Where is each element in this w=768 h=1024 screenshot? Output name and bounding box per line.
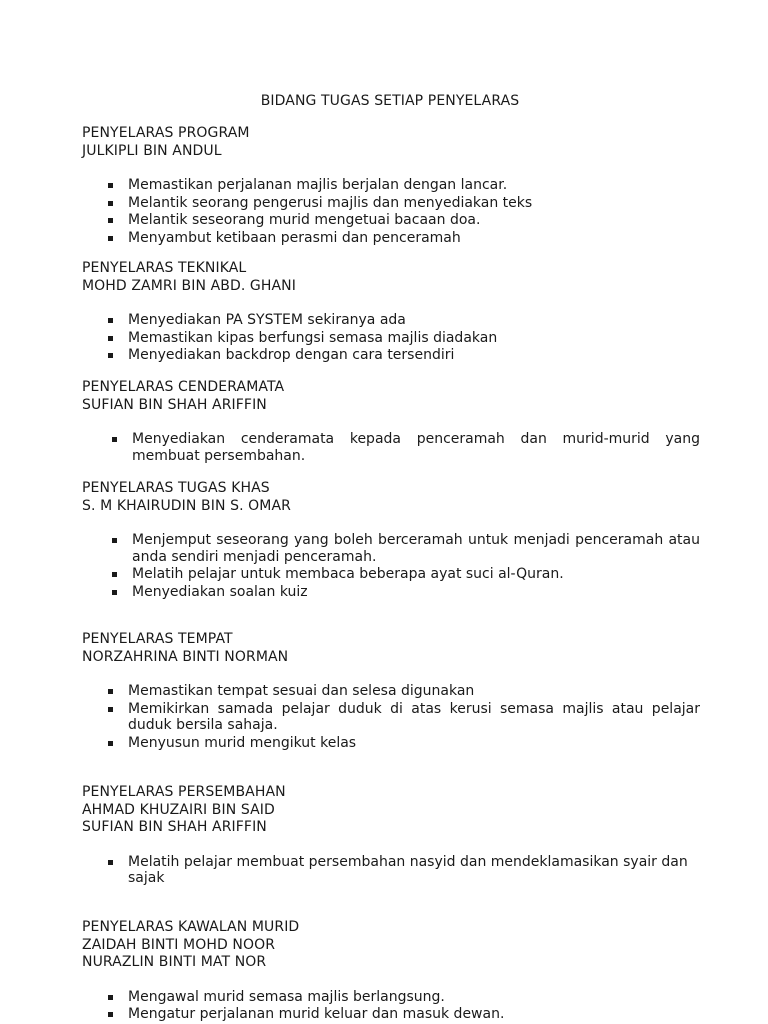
square-bullet-icon	[108, 218, 113, 223]
role-title: PENYELARAS PERSEMBAHAN	[82, 784, 286, 800]
task-item: Memastikan kipas berfungsi semasa majlis diadakan	[82, 330, 702, 347]
task-item: Menyambut ketibaan perasmi dan penceramah	[82, 230, 702, 247]
section-cenderamata	[82, 379, 702, 465]
section-program	[82, 125, 702, 247]
square-bullet-icon	[108, 741, 113, 746]
square-bullet-icon	[108, 860, 113, 865]
task-item: Mengatur perjalanan murid keluar dan masuk dewan.	[82, 1006, 702, 1023]
task-item: Memastikan tempat sesuai dan selesa digunakan	[82, 683, 702, 700]
task-list	[82, 312, 702, 364]
role-title: PENYELARAS KAWALAN MURID	[82, 919, 300, 935]
role-title: PENYELARAS TUGAS KHAS	[82, 480, 270, 496]
task-item: Memikirkan samada pelajar duduk di atas kerusi semasa majlis atau pelajar duduk bersila sahaja.	[82, 701, 702, 735]
section-header	[82, 480, 702, 515]
square-bullet-icon	[108, 318, 113, 323]
role-title: PENYELARAS TEKNIKAL	[82, 260, 247, 276]
person-name: NORZAHRINA BINTI NORMAN	[82, 648, 289, 665]
task-item: Melatih pelajar untuk membaca beberapa ayat suci al-Quran.	[82, 566, 702, 583]
task-item: Menyediakan backdrop dengan cara tersendiri	[82, 347, 702, 364]
section-tempat	[82, 631, 702, 753]
section-header	[82, 631, 702, 666]
task-list	[82, 431, 702, 465]
section-header	[82, 784, 702, 837]
person-name: AHMAD KHUZAIRI BIN SAID	[82, 801, 275, 818]
section-persembahan	[82, 784, 702, 888]
role-title: PENYELARAS TEMPAT	[82, 631, 233, 647]
role-title: PENYELARAS PROGRAM	[82, 125, 250, 141]
section-header	[82, 125, 702, 160]
person-name: S. M KHAIRUDIN BIN S. OMAR	[82, 497, 291, 514]
square-bullet-icon	[108, 1012, 113, 1017]
task-list	[82, 177, 702, 247]
square-bullet-icon	[112, 538, 117, 543]
task-list	[82, 989, 702, 1023]
square-bullet-icon	[108, 707, 113, 712]
task-item: Melatih pelajar membuat persembahan nasyid dan mendeklamasikan syair dan sajak	[82, 854, 702, 888]
section-header	[82, 260, 702, 295]
section-header	[82, 919, 702, 972]
role-title: PENYELARAS CENDERAMATA	[82, 379, 285, 395]
square-bullet-icon	[108, 353, 113, 358]
document-title: BIDANG TUGAS SETIAP PENYELARAS	[260, 93, 520, 109]
task-item: Menyediakan cenderamata kepada penceramah dan murid-murid yang membuat persembahan.	[82, 431, 702, 465]
task-item: Menjemput seseorang yang boleh berceramah untuk menjadi penceramah atau anda sendiri menjadi penceramah.	[82, 532, 702, 566]
square-bullet-icon	[112, 572, 117, 577]
task-list	[82, 532, 702, 601]
task-item: Menyediakan soalan kuiz	[82, 584, 702, 601]
square-bullet-icon	[108, 689, 113, 694]
task-item: Melantik seorang pengerusi majlis dan menyediakan teks	[82, 195, 702, 212]
square-bullet-icon	[108, 183, 113, 188]
section-kawalan-murid	[82, 919, 702, 1024]
task-item: Menyediakan PA SYSTEM sekiranya ada	[82, 312, 702, 329]
person-name: NURAZLIN BINTI MAT NOR	[82, 954, 267, 970]
section-header	[82, 379, 702, 414]
square-bullet-icon	[112, 437, 117, 442]
person-name: SUFIAN BIN SHAH ARIFFIN	[82, 396, 267, 413]
task-item: Memastikan perjalanan majlis berjalan dengan lancar.	[82, 177, 702, 194]
task-item: Mengawal murid semasa majlis berlangsung.	[82, 989, 702, 1006]
task-item: Melantik seseorang murid mengetuai bacaan doa.	[82, 212, 702, 229]
person-name: ZAIDAH BINTI MOHD NOOR	[82, 936, 276, 953]
square-bullet-icon	[108, 336, 113, 341]
task-list	[82, 683, 702, 752]
square-bullet-icon	[108, 236, 113, 241]
section-teknikal	[82, 260, 702, 365]
square-bullet-icon	[112, 590, 117, 595]
task-list	[82, 854, 702, 888]
section-tugas-khas	[82, 480, 702, 602]
person-name: SUFIAN BIN SHAH ARIFFIN	[82, 819, 267, 835]
square-bullet-icon	[108, 995, 113, 1000]
square-bullet-icon	[108, 201, 113, 206]
task-item: Menyusun murid mengikut kelas	[82, 735, 702, 752]
person-name: JULKIPLI BIN ANDUL	[82, 142, 222, 159]
person-name: MOHD ZAMRI BIN ABD. GHANI	[82, 277, 296, 294]
